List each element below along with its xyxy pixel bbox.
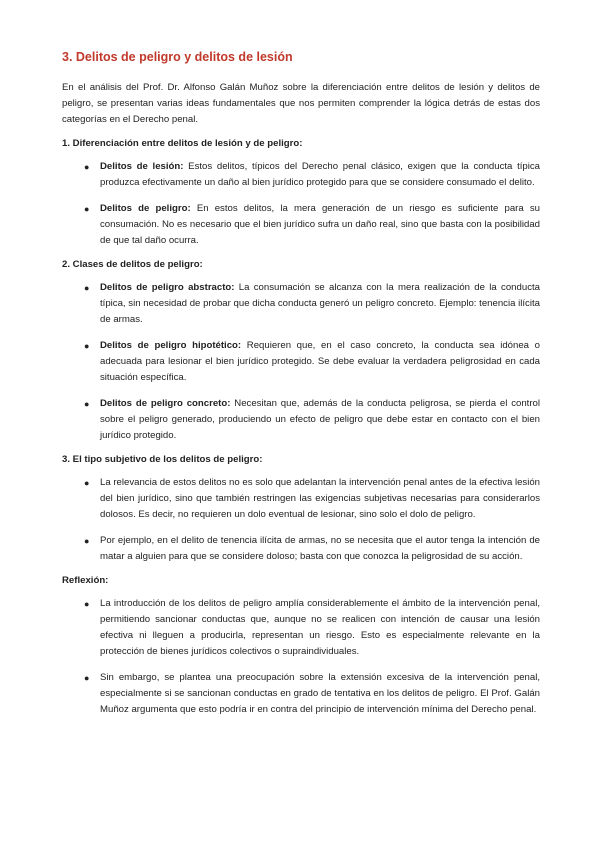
bullet-icon: ● — [84, 673, 90, 683]
item-text: La introducción de los delitos de peligro amplía considerablemente el ámbito de la intervención penal, permitiendo sancionar conductas que, aunque no se realicen con intención de causar una lesión efectiva ni lleguen a producirla, representan un riesgo. Esto es especialmente relevante en la protección de bienes jurídicos colectivos o supraindividuales. — [100, 598, 540, 657]
bullet-list — [62, 280, 540, 444]
item-text: Estos delitos, típicos del Derecho penal clásico, exigen que la conducta típica produzca efectivamente un daño al bien jurídico protegido para que se considere consumado el delito. — [100, 161, 540, 188]
section — [62, 575, 540, 718]
bullet-icon: ● — [84, 599, 90, 609]
bullet-icon: ● — [84, 283, 90, 293]
list-item — [62, 670, 540, 718]
section — [62, 454, 540, 565]
list-item — [62, 201, 540, 249]
item-term: Delitos de peligro: — [100, 203, 191, 214]
item-text: Necesitan que, además de la conducta peligrosa, se pierda el control sobre el peligro generado, produciendo un efecto de peligro que debe estar en contacto con el bien jurídico protegido. — [100, 398, 540, 441]
list-item — [62, 396, 540, 444]
item-term: Delitos de peligro hipotético: — [100, 340, 242, 351]
item-term: Delitos de peligro abstracto: — [100, 282, 235, 293]
bullet-icon: ● — [84, 536, 90, 546]
list-item — [62, 596, 540, 660]
list-item — [62, 475, 540, 523]
bullet-icon: ● — [84, 341, 90, 351]
bullet-icon: ● — [84, 162, 90, 172]
list-item — [62, 533, 540, 565]
section — [62, 259, 540, 444]
item-term: Delitos de peligro concreto: — [100, 398, 231, 409]
intro-paragraph: En el análisis del Prof. Dr. Alfonso Galán Muñoz sobre la diferenciación entre delitos de lesión y delitos de peligro, se presentan varias ideas fundamentales que nos permiten comprender la lógica detrás de estas dos categorías en el Derecho penal. — [62, 82, 540, 125]
bullet-icon: ● — [84, 478, 90, 488]
bullet-icon: ● — [84, 399, 90, 409]
item-text: Sin embargo, se plantea una preocupación sobre la extensión excesiva de la intervención penal, especialmente si se sancionan conductas en grado de tentativa en los delitos de peligro. El Prof. Galán Muñoz argumenta que esto podría ir en contra del principio de intervención mínima del Derecho penal. — [100, 672, 540, 715]
bullet-list — [62, 159, 540, 249]
bullet-icon: ● — [84, 204, 90, 214]
bullet-list — [62, 475, 540, 565]
section-heading: 2. Clases de delitos de peligro: — [62, 259, 203, 270]
section-heading: Reflexión: — [62, 575, 109, 586]
list-item — [62, 159, 540, 191]
item-text: Por ejemplo, en el delito de tenencia ilícita de armas, no se necesita que el autor tenga la intención de matar a alguien para que se considere doloso; basta con que conozca la peligrosidad de su acción. — [100, 535, 540, 562]
item-term: Delitos de lesión: — [100, 161, 184, 172]
section-title: 3. Delitos de peligro y delitos de lesión — [62, 50, 293, 64]
sections-container — [62, 138, 540, 718]
section — [62, 138, 540, 249]
bullet-list — [62, 596, 540, 718]
list-item — [62, 338, 540, 386]
item-text: La relevancia de estos delitos no es solo que adelantan la intervención penal antes de la efectiva lesión del bien jurídico, sino que también restringen las exigencias subjetivas necesarias para considerarlos dolosos. Es decir, no requieren un dolo eventual de lesionar, sino solo el dolo de peligro. — [100, 477, 541, 520]
list-item — [62, 280, 540, 328]
item-text: Requieren que, en el caso concreto, la conducta sea idónea o adecuada para lesionar el bien jurídico protegido. Se debe evaluar la verdadera peligrosidad en cada situación específica. — [100, 340, 540, 383]
item-text: La consumación se alcanza con la mera realización de la conducta típica, sin necesidad de probar que dicha conducta generó un peligro concreto. Ejemplo: tenencia ilícita de armas. — [100, 282, 540, 325]
section-heading: 3. El tipo subjetivo de los delitos de peligro: — [62, 454, 263, 465]
item-text: En estos delitos, la mera generación de un riesgo es suficiente para su consumación. No es necesario que el bien jurídico sufra un daño real, sino que basta con la posibilidad de que tal daño ocurra. — [100, 203, 540, 246]
section-heading: 1. Diferenciación entre delitos de lesión y de peligro: — [62, 138, 303, 149]
